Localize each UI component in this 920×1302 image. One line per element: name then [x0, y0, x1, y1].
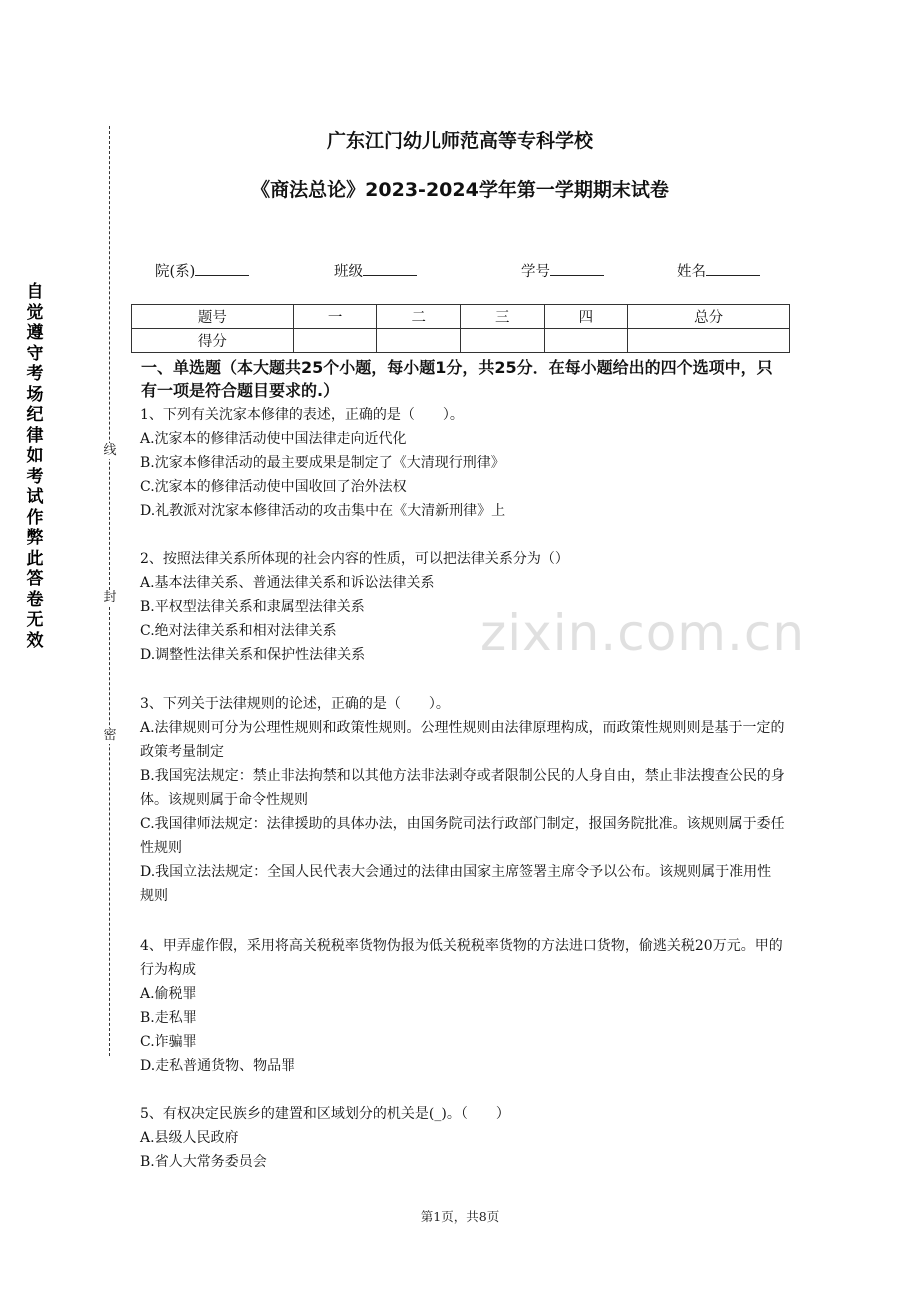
name-blank[interactable] [706, 259, 760, 276]
margin-notice-char: 考 [26, 364, 44, 384]
question-3 [140, 692, 785, 908]
margin-notice-char: 无 [26, 610, 44, 630]
margin-notice-char: 考 [26, 466, 44, 487]
info-department [155, 259, 249, 281]
question-stem: 2、按照法律关系所体现的社会内容的性质，可以把法律关系分为（） [140, 551, 569, 567]
answer-option: D.调整性法律关系和保护性法律关系 [140, 647, 366, 663]
answer-option: C.沈家本的修律活动使中国收回了治外法权 [140, 479, 407, 495]
question-5 [140, 1102, 785, 1174]
margin-notice-char: 纪 [26, 405, 44, 425]
answer-option: B.走私罪 [140, 1010, 197, 1026]
question-stem: 1、下列有关沈家本修律的表述，正确的是（ ）。 [140, 407, 464, 423]
table-cell: 总分 [628, 305, 790, 329]
answer-option: A.沈家本的修律活动使中国法律走向近代化 [140, 431, 407, 447]
score-cell[interactable] [293, 329, 377, 353]
watermark: zixin.com.cn [480, 604, 806, 662]
school-name: 广东江门幼儿师范高等专科学校 [326, 130, 593, 152]
table-cell: 二 [377, 305, 461, 329]
table-cell: 题号 [132, 305, 294, 329]
margin-notice-char: 觉 [26, 302, 44, 323]
info-name [677, 259, 760, 281]
class-blank[interactable] [363, 259, 417, 276]
department-blank[interactable] [195, 259, 249, 276]
margin-notice-char: 作 [26, 507, 44, 528]
info-label: 班级 [334, 264, 363, 280]
answer-option: A.偷税罪 [140, 986, 197, 1002]
question-4 [140, 934, 785, 1078]
margin-notice-char: 守 [26, 343, 44, 364]
answer-option: C.诈骗罪 [140, 1034, 197, 1050]
score-table-header-row [132, 305, 790, 329]
answer-option: B.沈家本修律活动的最主要成果是制定了《大清现行刑律》 [140, 455, 505, 471]
table-cell: 四 [544, 305, 628, 329]
margin-notice-char: 遵 [26, 323, 44, 343]
answer-option: C.绝对法律关系和相对法律关系 [140, 623, 337, 639]
margin-notice-char: 如 [26, 446, 44, 466]
seal-mark-seal: 封 [101, 590, 119, 606]
score-cell[interactable] [628, 329, 790, 353]
table-cell: 一 [293, 305, 377, 329]
info-label: 学号 [521, 264, 550, 280]
seal-mark-line: 线 [101, 443, 119, 459]
margin-notice-char: 场 [26, 384, 44, 405]
margin-notice [22, 282, 48, 651]
question-stem: 3、下列关于法律规则的论述，正确的是（ ）。 [140, 696, 450, 712]
score-table-score-row [132, 329, 790, 353]
margin-notice-char: 答 [26, 569, 44, 589]
answer-option: A.基本法律关系、普通法律关系和诉讼法律关系 [140, 575, 435, 591]
page-footer: 第1页，共8页 [420, 1209, 500, 1224]
answer-option: B.我国宪法规定：禁止非法拘禁和以其他方法非法剥夺或者限制公民的人身自由，禁止非法搜查公民的身体。该规则属于命令性规则 [140, 768, 785, 808]
score-table [131, 304, 790, 353]
answer-option: D.走私普通货物、物品罪 [140, 1058, 296, 1074]
margin-notice-char: 试 [26, 487, 44, 507]
info-class [334, 259, 417, 281]
question-stem: 4、甲弄虚作假，采用将高关税税率货物伪报为低关税税率货物的方法进口货物，偷逃关税20万元。甲的行为构成 [140, 938, 783, 978]
margin-notice-char: 律 [26, 425, 44, 446]
margin-notice-char: 卷 [26, 589, 44, 610]
info-label: 院(系) [155, 264, 196, 280]
table-cell: 得分 [132, 329, 294, 353]
score-cell[interactable] [544, 329, 628, 353]
answer-option: A.县级人民政府 [140, 1130, 239, 1146]
answer-option: B.平权型法律关系和隶属型法律关系 [140, 599, 365, 615]
answer-option: A.法律规则可分为公理性规则和政策性规则。公理性规则由法律原理构成，而政策性规则则是基于一定的政策考量制定 [140, 720, 785, 760]
info-label: 姓名 [677, 264, 706, 280]
margin-notice-char: 自 [26, 282, 44, 302]
answer-option: B.省人大常务委员会 [140, 1154, 267, 1170]
score-cell[interactable] [460, 329, 544, 353]
question-stem: 5、有权决定民族乡的建置和区域划分的机关是(_)。（ ） [140, 1106, 510, 1122]
info-student-id [521, 259, 604, 281]
table-cell: 三 [460, 305, 544, 329]
section-heading: 一、单选题（本大题共25个小题，每小题1分，共25分．在每小题给出的四个选项中，只有一项是符合题目要求的.） [141, 358, 773, 400]
margin-notice-char: 此 [26, 548, 44, 569]
answer-option: D.我国立法法规定：全国人民代表大会通过的法律由国家主席签署主席令予以公布。该规则属于准用性规则 [140, 864, 772, 904]
student-id-blank[interactable] [550, 259, 604, 276]
margin-notice-char: 效 [26, 630, 44, 651]
margin-notice-char: 弊 [26, 528, 44, 548]
answer-option: D.礼教派对沈家本修律活动的攻击集中在《大清新刑律》上 [140, 503, 506, 519]
answer-option: C.我国律师法规定：法律援助的具体办法，由国务院司法行政部门制定，报国务院批准。该规则属于委任性规则 [140, 816, 785, 856]
question-1 [140, 403, 785, 523]
student-info-row [0, 259, 920, 281]
score-cell[interactable] [377, 329, 461, 353]
exam-title: 《商法总论》2023-2024学年第一学期期末试卷 [251, 179, 669, 201]
seal-mark-secret: 密 [101, 728, 119, 744]
